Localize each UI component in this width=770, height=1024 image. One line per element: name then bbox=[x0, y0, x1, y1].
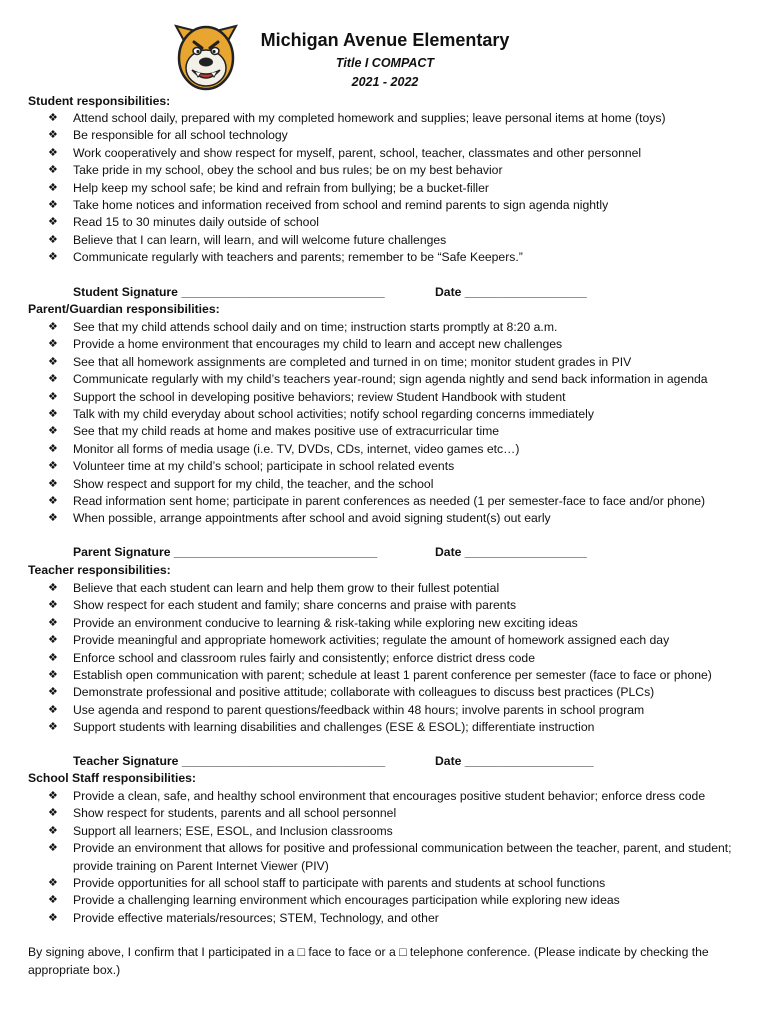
list-item bbox=[48, 354, 748, 371]
list-item-text: Believe that each student can learn and help them grow to their fullest potential bbox=[73, 581, 500, 595]
list-item bbox=[48, 719, 748, 736]
list-item-text: Work cooperatively and show respect for myself, parent, school, teacher, classmates and other personnel bbox=[73, 145, 642, 160]
diamond-bullet-icon: ❖ bbox=[48, 477, 58, 490]
parent-signature-line bbox=[73, 545, 587, 559]
list-item-text: Provide effective materials/resources; STEM, Technology, and other bbox=[73, 910, 439, 925]
diamond-bullet-icon: ❖ bbox=[48, 495, 58, 508]
diamond-bullet-icon: ❖ bbox=[48, 894, 58, 907]
list-item-text: Show respect and support for my child, the teacher, and the school bbox=[73, 476, 434, 491]
list-item-text: Use agenda and respond to parent questions/feedback within 48 hours; involve parents in school program bbox=[73, 702, 645, 717]
school-name: Michigan Avenue Elementary bbox=[260, 30, 510, 50]
diamond-bullet-icon: ❖ bbox=[48, 512, 58, 525]
list-item bbox=[48, 840, 748, 875]
list-item-text: Provide a home environment that encourages my child to learn and accept new challenges bbox=[73, 337, 563, 352]
diamond-bullet-icon: ❖ bbox=[48, 790, 58, 802]
student-signature-line bbox=[73, 285, 587, 299]
list-item-text: Provide an environment conducive to learning & risk-taking while exploring new exciting ideas bbox=[73, 615, 578, 630]
parent-heading: Parent/Guardian responsibilities: bbox=[28, 302, 220, 316]
list-item bbox=[48, 597, 748, 614]
student-signature-label: Student Signature ______________________________ bbox=[73, 285, 385, 299]
list-item-text: Establish open communication with parent; schedule at least 1 parent conference per semester (face to face or phone) bbox=[73, 668, 712, 683]
list-item bbox=[48, 441, 748, 458]
diamond-bullet-icon: ❖ bbox=[48, 373, 58, 386]
diamond-bullet-icon: ❖ bbox=[48, 616, 58, 629]
diamond-bullet-icon: ❖ bbox=[48, 807, 58, 820]
list-item-text: Communicate regularly with teachers and parents; remember to be “Safe Keepers.” bbox=[73, 250, 523, 265]
list-item-text: Be responsible for all school technology bbox=[73, 128, 288, 143]
list-item bbox=[48, 823, 748, 840]
list-item bbox=[48, 805, 748, 822]
list-item-text: Read 15 to 30 minutes daily outside of school bbox=[73, 215, 319, 230]
diamond-bullet-icon: ❖ bbox=[48, 129, 58, 142]
parent-signature-label: Parent Signature ______________________________ bbox=[73, 545, 378, 559]
list-item-text: Show respect for each student and family; share concerns and praise with parents bbox=[73, 598, 517, 613]
list-item-text: Provide a challenging learning environment which encourages participation while exploring new ideas bbox=[73, 893, 620, 908]
list-item bbox=[48, 110, 748, 127]
list-item-text: Attend school daily, prepared with my completed homework and supplies; leave personal items at home (toys) bbox=[73, 111, 666, 125]
diamond-bullet-icon: ❖ bbox=[48, 390, 58, 403]
diamond-bullet-icon: ❖ bbox=[48, 824, 58, 837]
diamond-bullet-icon: ❖ bbox=[48, 842, 58, 855]
list-item bbox=[48, 180, 748, 197]
diamond-bullet-icon: ❖ bbox=[48, 338, 58, 351]
list-item-text: Read information sent home; participate in parent conferences as needed (1 per semester-face to face and/or phone) bbox=[73, 494, 706, 509]
diamond-bullet-icon: ❖ bbox=[48, 146, 58, 159]
list-item-text: Enforce school and classroom rules fairly and consistently; enforce district dress code bbox=[73, 650, 535, 665]
student-list bbox=[48, 110, 748, 267]
list-item-text: When possible, arrange appointments after school and avoid signing student(s) out early bbox=[73, 511, 551, 526]
diamond-bullet-icon: ❖ bbox=[48, 599, 58, 612]
list-item bbox=[48, 232, 748, 249]
list-item-text: Communicate regularly with my child’s teachers year-round; sign agenda nightly and send back information in agenda bbox=[73, 372, 708, 387]
list-item bbox=[48, 493, 748, 510]
list-item bbox=[48, 249, 748, 266]
diamond-bullet-icon: ❖ bbox=[48, 321, 58, 333]
diamond-bullet-icon: ❖ bbox=[48, 703, 58, 716]
list-item bbox=[48, 319, 748, 336]
list-item bbox=[48, 476, 748, 493]
diamond-bullet-icon: ❖ bbox=[48, 911, 58, 924]
school-year: 2021 - 2022 bbox=[351, 75, 419, 89]
list-item bbox=[48, 580, 748, 597]
list-item bbox=[48, 214, 748, 231]
teacher-signature-line bbox=[73, 754, 594, 768]
list-item bbox=[48, 684, 748, 701]
document-title: Title I COMPACT bbox=[335, 56, 435, 70]
diamond-bullet-icon: ❖ bbox=[48, 442, 58, 455]
list-item-text: Volunteer time at my child’s school; participate in school related events bbox=[73, 459, 455, 474]
diamond-bullet-icon: ❖ bbox=[48, 251, 58, 264]
list-item-text: Take home notices and information received from school and remind parents to sign agenda nightly bbox=[73, 198, 609, 213]
list-item-text: See that my child attends school daily and on time; instruction starts promptly at 8:20 a.m. bbox=[73, 320, 558, 334]
staff-list bbox=[48, 788, 748, 927]
diamond-bullet-icon: ❖ bbox=[48, 669, 58, 682]
student-date-label: Date __________________ bbox=[435, 285, 587, 299]
diamond-bullet-icon: ❖ bbox=[48, 233, 58, 246]
list-item-text: Support all learners; ESE, ESOL, and Inclusion classrooms bbox=[73, 823, 393, 838]
list-item bbox=[48, 702, 748, 719]
list-item bbox=[48, 892, 748, 909]
diamond-bullet-icon: ❖ bbox=[48, 355, 58, 368]
list-item bbox=[48, 197, 748, 214]
list-item-text: Demonstrate professional and positive attitude; collaborate with colleagues to discuss best practices (PLCs) bbox=[73, 685, 655, 700]
list-item bbox=[48, 162, 748, 179]
parent-date-label: Date __________________ bbox=[435, 545, 587, 559]
teacher-date-label: Date ___________________ bbox=[435, 754, 594, 768]
list-item-text: Monitor all forms of media usage (i.e. TV, DVDs, CDs, internet, video games etc…) bbox=[73, 441, 520, 456]
list-item-text: Provide meaningful and appropriate homework activities; regulate the amount of homework assigned each day bbox=[73, 633, 670, 648]
diamond-bullet-icon: ❖ bbox=[48, 164, 58, 177]
list-item bbox=[48, 615, 748, 632]
list-item-text: Provide an environment that allows for positive and professional communication between the teacher, parent, and student; provide training on Parent Internet Viewer (PIV) bbox=[73, 841, 732, 873]
diamond-bullet-icon: ❖ bbox=[48, 408, 58, 421]
list-item-text: Talk with my child everyday about school activities; notify school regarding concerns immediately bbox=[73, 407, 594, 422]
parent-list bbox=[48, 319, 748, 528]
diamond-bullet-icon: ❖ bbox=[48, 721, 58, 734]
diamond-bullet-icon: ❖ bbox=[48, 425, 58, 438]
list-item-text: See that all homework assignments are completed and turned in on time; monitor student grades in PIV bbox=[73, 354, 632, 369]
list-item-text: Show respect for students, parents and all school personnel bbox=[73, 806, 397, 821]
list-item bbox=[48, 650, 748, 667]
list-item bbox=[48, 336, 748, 353]
list-item-text: Help keep my school safe; be kind and refrain from bullying; be a bucket-filler bbox=[73, 180, 489, 195]
diamond-bullet-icon: ❖ bbox=[48, 460, 58, 473]
list-item-text: Believe that I can learn, will learn, and will welcome future challenges bbox=[73, 232, 447, 247]
closing-statement: By signing above, I confirm that I participated in a □ face to face or a □ telephone conference. (Please indicate by checking the appropriate box.) bbox=[28, 945, 709, 977]
list-item-text: Provide opportunities for all school staff to participate with parents and students at school functions bbox=[73, 876, 606, 891]
diamond-bullet-icon: ❖ bbox=[48, 686, 58, 699]
list-item bbox=[48, 910, 748, 927]
diamond-bullet-icon: ❖ bbox=[48, 199, 58, 212]
diamond-bullet-icon: ❖ bbox=[48, 112, 58, 124]
diamond-bullet-icon: ❖ bbox=[48, 216, 58, 229]
list-item-text: Take pride in my school, obey the school and bus rules; be on my best behavior bbox=[73, 163, 503, 178]
list-item-text: Provide a clean, safe, and healthy school environment that encourages positive student behavior; enforce dress code bbox=[73, 789, 706, 803]
diamond-bullet-icon: ❖ bbox=[48, 181, 58, 194]
diamond-bullet-icon: ❖ bbox=[48, 877, 58, 890]
list-item bbox=[48, 423, 748, 440]
list-item-text: Support the school in developing positive behaviors; review Student Handbook with student bbox=[73, 389, 566, 404]
list-item bbox=[48, 510, 748, 527]
teacher-heading: Teacher responsibilities: bbox=[28, 563, 171, 577]
list-item bbox=[48, 788, 748, 805]
list-item bbox=[48, 458, 748, 475]
list-item bbox=[48, 875, 748, 892]
diamond-bullet-icon: ❖ bbox=[48, 582, 58, 594]
list-item bbox=[48, 389, 748, 406]
list-item bbox=[48, 127, 748, 144]
staff-heading: School Staff responsibilities: bbox=[28, 771, 196, 785]
list-item-text: Support students with learning disabilities and challenges (ESE & ESOL); differentiate instruction bbox=[73, 720, 595, 735]
list-item bbox=[48, 667, 748, 684]
list-item bbox=[48, 406, 748, 423]
list-item bbox=[48, 145, 748, 162]
diamond-bullet-icon: ❖ bbox=[48, 634, 58, 647]
teacher-signature-label: Teacher Signature ______________________________ bbox=[73, 754, 386, 768]
teacher-list bbox=[48, 580, 748, 737]
list-item-text: See that my child reads at home and makes positive use of extracurricular time bbox=[73, 424, 500, 439]
student-heading: Student responsibilities: bbox=[28, 94, 171, 108]
list-item bbox=[48, 371, 748, 388]
list-item bbox=[48, 632, 748, 649]
diamond-bullet-icon: ❖ bbox=[48, 651, 58, 664]
